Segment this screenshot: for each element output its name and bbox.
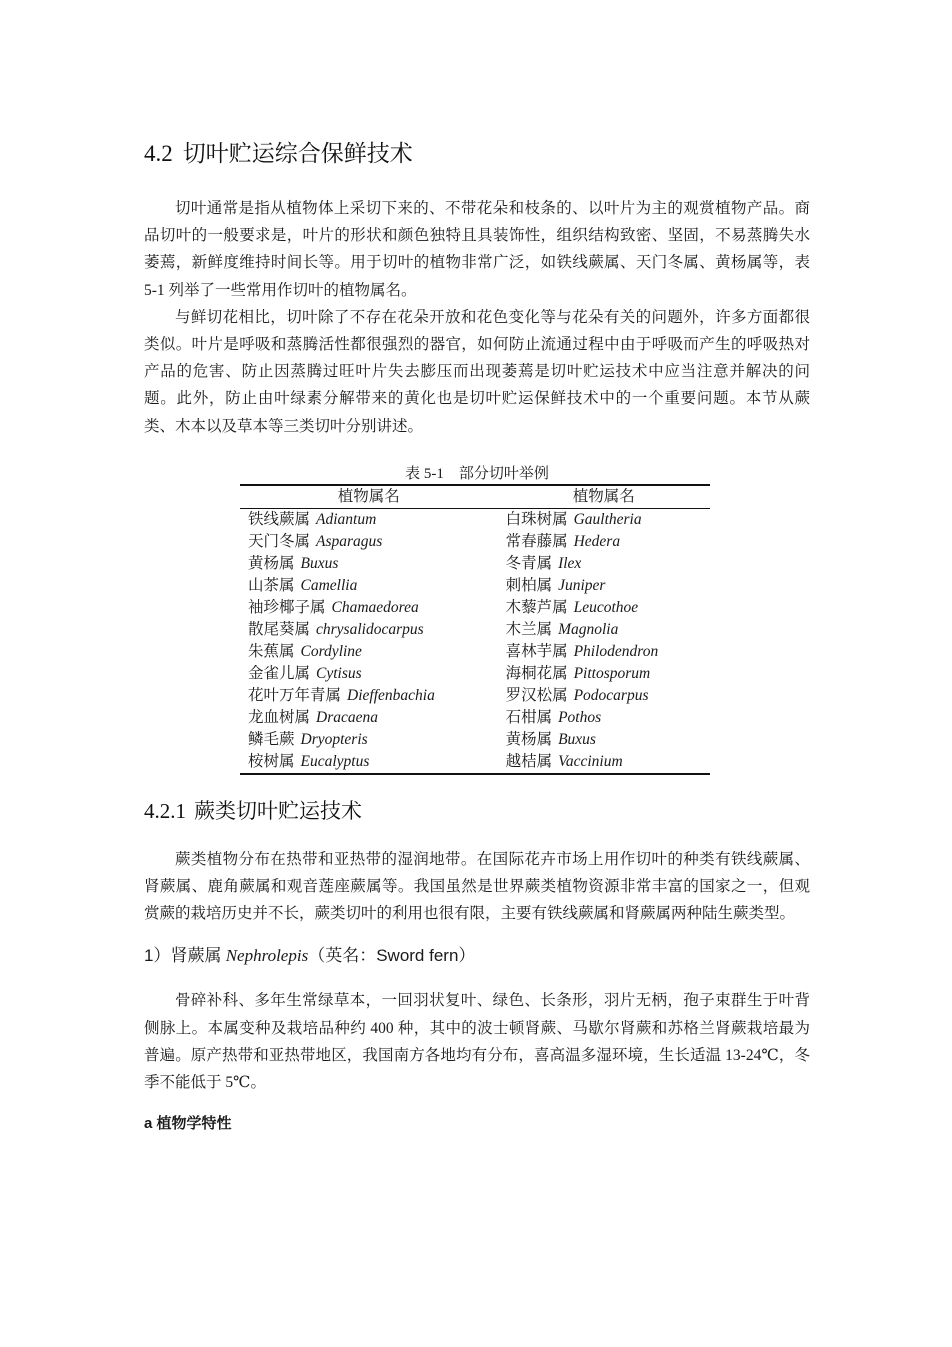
genus-latin-name: chrysalidocarpus — [316, 620, 424, 638]
genus-chinese-name: 冬青属 — [505, 554, 553, 572]
table-row — [240, 531, 710, 553]
intro-paragraph-1: 切叶通常是指从植物体上采切下来的、不带花朵和枝条的、以叶片为主的观赏植物产品。商品切叶的一般要求是，叶片的形状和颜色独特且具装饰性，组织结构致密、坚固，不易蒸腾失水萎蔫，新鲜度维持时间长等。用于切叶的植物非常广泛，如铁线蕨属、天门冬属、黄杨属等，表 5-1 列举了一些常用作切叶的植物属名。 — [144, 200, 810, 299]
table-row — [240, 597, 710, 619]
genus-latin-name: Pittosporum — [573, 664, 651, 682]
table-body — [240, 508, 710, 774]
table-cell — [240, 575, 498, 597]
table-cell — [240, 508, 498, 531]
fern-paragraph: 蕨类植物分布在热带和亚热带的湿润地带。在国际花卉市场上用作切叶的种类有铁线蕨属、肾蕨属、鹿角蕨属和观音莲座蕨属等。我国虽然是世界蕨类植物资源非常丰富的国家之一，但观赏蕨的栽培历史并不长，蕨类切叶的利用也很有限，主要有铁线蕨属和肾蕨属两种陆生蕨类型。 — [144, 850, 810, 923]
table-header-right: 植物属名 — [498, 485, 710, 509]
genus-chinese-name: 木兰属 — [505, 620, 553, 638]
section-number: 4.2 — [144, 141, 173, 166]
genus-chinese-name: 散尾葵属 — [248, 620, 311, 638]
genus-paragraph: 骨碎补科、多年生常绿草本，一回羽状复叶、绿色、长条形，羽片无柄，孢子束群生于叶背侧脉上。本属变种及栽培品种约 400 种，其中的波士顿肾蕨、马歇尔肾蕨和苏格兰肾蕨栽培最为普遍。原产热带和亚热带地区，我国南方各地均有分布，喜高温多湿环境，生长适温 13-24℃，冬季不能低于 5℃。 — [144, 992, 810, 1092]
genus-latin-name: Camellia — [300, 576, 358, 594]
genus-chinese-name: 袖珍椰子属 — [248, 598, 326, 616]
table-row — [240, 619, 710, 641]
table-row — [240, 751, 710, 774]
genus-chinese-name: 朱蕉属 — [248, 642, 295, 660]
table-cell — [498, 575, 710, 597]
table-cell — [498, 531, 710, 553]
genus-heading — [144, 943, 810, 969]
table-cell — [240, 531, 498, 553]
table-cell — [498, 641, 710, 663]
table-row — [240, 707, 710, 729]
genus-latin-name: Ilex — [558, 554, 582, 572]
genus-chinese-name: 越桔属 — [505, 752, 553, 770]
genus-latin-name: Dieffenbachia — [347, 686, 435, 704]
table-row — [240, 729, 710, 751]
table-row — [240, 575, 710, 597]
genus-latin-name: Juniper — [558, 576, 606, 594]
intro-paragraph-2: 与鲜切花相比，切叶除了不存在花朵开放和花色变化等与花朵有关的问题外，许多方面都很类似。叶片是呼吸和蒸腾活性都很强烈的器官，如何防止流通过程中由于呼吸而产生的呼吸热对产品的危害、防止因蒸腾过旺叶片失去膨压而出现萎蔫是切叶贮运技术中应当注意并解决的问题。此外，防止由叶绿素分解带来的黄化也是切叶贮运保鲜技术中的一个重要问题。本节从蕨类、木本以及草本等三类切叶分别讲述。 — [144, 308, 810, 435]
genus-latin-name: Dracaena — [316, 708, 379, 726]
genus-chinese-name: 喜林芋属 — [505, 642, 568, 660]
table-cell — [498, 597, 710, 619]
genus-latin-name: Pothos — [558, 708, 602, 726]
table-cell — [240, 729, 498, 751]
table-cell — [240, 685, 498, 707]
table-cell — [498, 553, 710, 575]
subsection-number: 4.2.1 — [144, 798, 186, 823]
genus-latin-name: Buxus — [300, 554, 339, 572]
table-cell — [498, 751, 710, 774]
genus-latin-name: Podocarpus — [573, 686, 649, 704]
genus-latin-name: Cordyline — [300, 642, 362, 660]
genus-chinese-name: 铁线蕨属 — [248, 510, 311, 528]
genus-latin-name: Magnolia — [558, 620, 619, 638]
botany-subheading: a 植物学特性 — [144, 1115, 232, 1133]
genus-chinese-name: 龙血树属 — [248, 708, 311, 726]
table-row — [240, 641, 710, 663]
table-cell — [240, 553, 498, 575]
page-content — [144, 138, 810, 1133]
genus-table — [240, 484, 710, 775]
genus-latin-name: Leucothoe — [573, 598, 639, 616]
genus-chinese-name: 海桐花属 — [505, 664, 568, 682]
table-cell — [240, 707, 498, 729]
table-cell — [498, 508, 710, 531]
genus-latin-name: Vaccinium — [558, 752, 623, 770]
genus-latin-name: Cytisus — [316, 664, 362, 682]
genus-chinese-name: 花叶万年青属 — [248, 686, 342, 704]
genus-chinese-name: 山茶属 — [248, 576, 295, 594]
table-header-left: 植物属名 — [240, 485, 498, 509]
genus-latin: Nephrolepis — [225, 946, 309, 966]
subsection-title: 蕨类切叶贮运技术 — [194, 799, 362, 823]
table-row — [240, 685, 710, 707]
table-cell — [498, 707, 710, 729]
genus-latin-name: Dryopteris — [300, 730, 368, 748]
section-title: 切叶贮运综合保鲜技术 — [182, 140, 413, 166]
table-row — [240, 553, 710, 575]
genus-latin-name: Chamaedorea — [331, 598, 419, 616]
table-cell — [240, 619, 498, 641]
genus-chinese-name: 罗汉松属 — [505, 686, 568, 704]
genus-latin-name: Hedera — [573, 532, 621, 550]
genus-prefix: 1）肾蕨属 — [144, 946, 222, 966]
table-caption: 表 5-1 部分切叶举例 — [405, 465, 549, 482]
table-cell — [240, 641, 498, 663]
table-cell — [498, 685, 710, 707]
table-cell — [498, 619, 710, 641]
genus-chinese-name: 黄杨属 — [248, 554, 295, 572]
genus-chinese-name: 黄杨属 — [505, 730, 553, 748]
table-cell — [240, 751, 498, 774]
genus-chinese-name: 金雀儿属 — [248, 664, 311, 682]
table-cell — [498, 663, 710, 685]
genus-chinese-name: 常春藤属 — [505, 532, 568, 550]
section-heading — [144, 138, 810, 169]
genus-chinese-name: 白珠树属 — [505, 510, 568, 528]
genus-chinese-name: 刺柏属 — [505, 576, 553, 594]
table-cell — [498, 729, 710, 751]
table-cell — [240, 663, 498, 685]
genus-latin-name: Adiantum — [316, 510, 377, 528]
genus-english: （英名：Sword fern） — [308, 946, 476, 966]
genus-chinese-name: 木藜芦属 — [505, 598, 568, 616]
genus-chinese-name: 鳞毛蕨 — [248, 730, 295, 748]
subsection-heading — [144, 797, 810, 826]
genus-chinese-name: 石柑属 — [505, 708, 553, 726]
genus-latin-name: Gaultheria — [573, 510, 642, 528]
genus-latin-name: Philodendron — [573, 642, 659, 660]
genus-latin-name: Asparagus — [316, 532, 383, 550]
genus-latin-name: Eucalyptus — [300, 752, 370, 770]
genus-chinese-name: 桉树属 — [248, 752, 295, 770]
table-row — [240, 663, 710, 685]
table-row — [240, 508, 710, 531]
genus-latin-name: Buxus — [558, 730, 596, 748]
genus-chinese-name: 天门冬属 — [248, 532, 311, 550]
table-cell — [240, 597, 498, 619]
